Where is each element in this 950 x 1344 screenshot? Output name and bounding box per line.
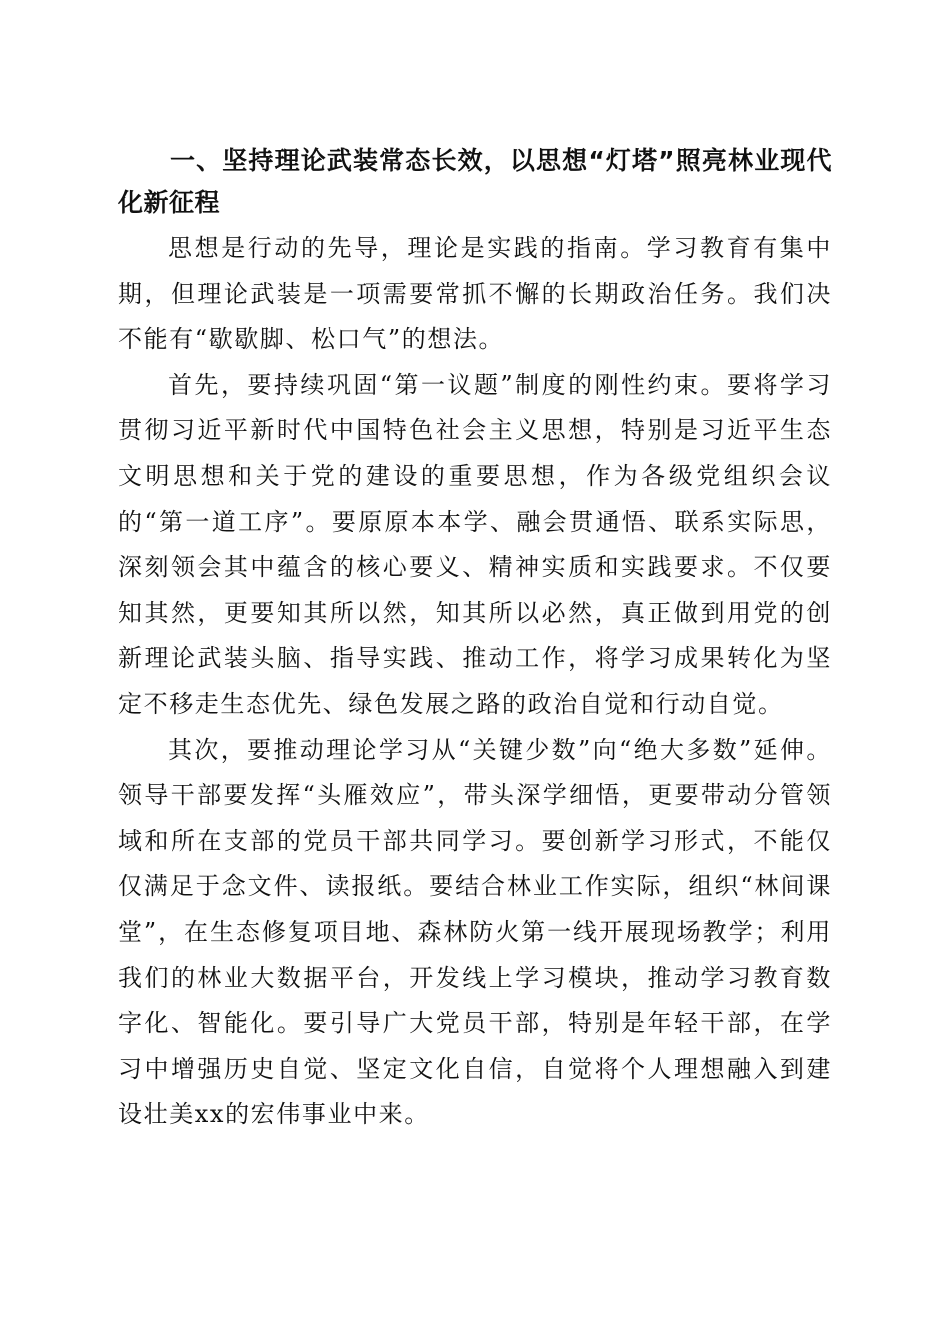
paragraph-intro: 思想是行动的先导，理论是实践的指南。学习教育有集中期，但理论武装是一项需要常抓不懈的长期政治任务。我们决不能有“歇歇脚、松口气”的想法。 [118,234,832,354]
section-heading: 一、坚持理论武装常态长效，以思想“灯塔”照亮林业现代化新征程 [118,146,832,217]
document-page [118,140,832,1138]
paragraph-second: 其次，要推动理论学习从“关键少数”向“绝大多数”延伸。领导干部要发挥“头雁效应”，带头深学细悟，更要带动分管领域和所在支部的党员干部共同学习。要创新学习形式，不能仅仅满足于念文件、读报纸。要结合林业工作实际，组织“林间课堂”，在生态修复项目地、森林防火第一线开展现场教学；利用我们的林业大数据平台，开发线上学习模块，推动学习教育数字化、智能化。要引导广大党员干部，特别是年轻干部，在学习中增强历史自觉、坚定文化自信，自觉将个人理想融入到建设壮美xx的宏伟事业中来。 [118,735,832,1129]
paragraph-first: 首先，要持续巩固“第一议题”制度的刚性约束。要将学习贯彻习近平新时代中国特色社会主义思想，特别是习近平生态文明思想和关于党的建设的重要思想，作为各级党组织会议的“第一道工序”。要原原本本学、融会贯通悟、联系实际思，深刻领会其中蕴含的核心要义、精神实质和实践要求。不仅要知其然，更要知其所以然，知其所以必然，真正做到用党的创新理论武装头脑、指导实践、推动工作，将学习成果转化为坚定不移走生态优先、绿色发展之路的政治自觉和行动自觉。 [118,370,832,718]
